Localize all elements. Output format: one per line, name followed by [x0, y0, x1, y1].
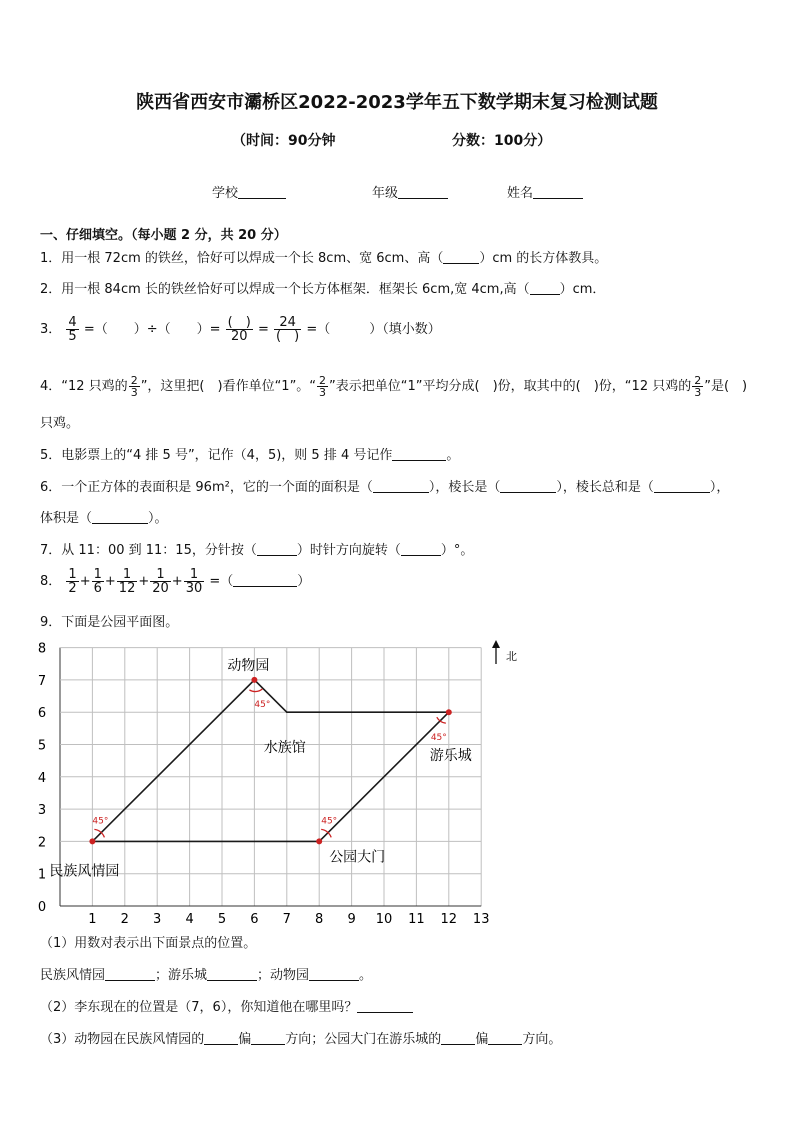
y-tick-label: 3 — [37, 803, 47, 819]
q6-blank-2[interactable] — [500, 480, 556, 493]
angle-label: 45° — [430, 733, 447, 744]
q7-blank-2[interactable] — [401, 543, 441, 556]
q3-fraction-2[interactable]: $\frac{( )}{20}$ — [227, 315, 251, 344]
grade-field[interactable] — [372, 182, 448, 201]
tick-labels — [38, 642, 490, 927]
x-tick-label: 10 — [375, 912, 393, 927]
time-label: （时间：90分钟 — [232, 133, 336, 149]
north-label: 北 — [506, 650, 517, 663]
y-tick-label: 7 — [37, 673, 47, 689]
x-tick-label: 5 — [217, 912, 227, 927]
subq-3-blank-3[interactable] — [441, 1032, 475, 1045]
q3-fraction-3[interactable]: $\frac{24}{( )}$ — [276, 315, 300, 344]
x-tick-label: 11 — [408, 912, 425, 927]
q6-blank-3[interactable] — [654, 480, 710, 493]
question-1: 1．用一根 72cm 的铁丝，恰好可以焊成一个长 8cm、宽 6cm、高（ ）cm 的长方体教具。 — [40, 251, 608, 266]
q2-blank[interactable] — [530, 282, 560, 295]
question-4: 4．“12 只鸡的 $\frac{2}{3}$ ”，这里把( )看作单位“1”。“ $\frac{2}{3}$ ”表示把单位“1”平均分成( )份，取其中的( )份，“12 只鸡的 $\frac{2}{3}$ ”是( ) — [40, 374, 748, 399]
angle-marks — [92, 689, 446, 838]
school-field[interactable] — [212, 182, 286, 201]
grade-label: 年级 — [372, 186, 399, 201]
x-tick-label: 4 — [185, 912, 194, 927]
location-label: 游乐城 — [429, 748, 472, 765]
blank-youle[interactable] — [207, 968, 257, 981]
x-tick-label: 9 — [347, 912, 356, 927]
location-label: 水族馆 — [263, 740, 306, 757]
location-dot — [316, 838, 322, 844]
y-tick-label: 4 — [37, 770, 47, 786]
north-arrow-head — [492, 640, 500, 648]
question-5: 5．电影票上的“4 排 5 号”，记作（4，5)，则 5 排 4 号记作 。 — [40, 448, 460, 463]
y-tick-label: 5 — [37, 738, 47, 754]
question-8: 8． $\frac{1}{2}$ + $\frac{1}{6}$ + $\frac{1}{12}$ + $\frac{1}{20}$ + $\frac{1}{30}$ =（ ） — [40, 567, 311, 596]
q8-blank[interactable] — [233, 574, 297, 587]
q1-blank[interactable] — [443, 251, 479, 264]
subq-3: （3）动物园在民族风情园的 偏 方向；公园大门在游乐城的 偏 方向。 — [40, 1032, 562, 1047]
y-tick-label: 8 — [37, 641, 47, 657]
x-tick-label: 8 — [315, 912, 324, 927]
question-6-cont: 体积是（ ）。 — [40, 511, 168, 526]
subq-3-blank-4[interactable] — [488, 1032, 522, 1045]
x-tick-label: 6 — [250, 912, 259, 927]
location-dot — [251, 677, 257, 683]
route-line — [92, 680, 448, 842]
question-4-cont: 只鸡。 — [40, 416, 80, 431]
location-label: 动物园 — [227, 657, 270, 674]
grade-blank[interactable] — [398, 186, 448, 199]
subq-2-blank[interactable] — [357, 1000, 413, 1013]
subq-1: （1）用数对表示出下面景点的位置。 — [40, 936, 257, 951]
subq-3-blank-2[interactable] — [251, 1032, 285, 1045]
blank-dongwu[interactable] — [309, 968, 359, 981]
question-6: 6．一个正方体的表面积是 96m²，它的一个面的面积是（ ），棱长是（ ），棱长总和是（ ）， — [40, 480, 730, 495]
school-label: 学校 — [212, 186, 239, 201]
subq-1-answers: 民族风情园 ；游乐城 ；动物园 。 — [40, 968, 373, 983]
y-tick-label: 0 — [37, 900, 47, 915]
question-9: 9．下面是公园平面图。 — [40, 615, 179, 630]
park-map-chart — [30, 636, 530, 928]
q4-fraction-c: $\frac{2}{3}$ — [694, 374, 702, 399]
question-3: 3． $\frac{4}{5}$ =（ ）÷（ ）= $\frac{( )}{20}$ = $\frac{24}{( )}$ =（ ）（填小数） — [40, 315, 441, 344]
x-tick-label: 1 — [88, 912, 97, 927]
angle-label: 45° — [321, 816, 338, 827]
x-tick-label: 13 — [472, 912, 490, 927]
angle-label: 45° — [254, 699, 271, 710]
angle-arc — [249, 689, 262, 692]
north-arrow — [492, 640, 517, 664]
school-blank[interactable] — [238, 186, 286, 199]
y-tick-label: 2 — [37, 835, 47, 851]
q3-fraction-1: $\frac{4}{5}$ — [68, 315, 77, 344]
question-2: 2．用一根 84cm 长的铁丝恰好可以焊成一个长方体框架．框架长 6cm,宽 4cm,高（ ）cm． — [40, 282, 606, 297]
q6-blank-1[interactable] — [373, 480, 429, 493]
grid — [60, 648, 481, 906]
subq-3-blank-1[interactable] — [204, 1032, 238, 1045]
name-blank[interactable] — [533, 186, 583, 199]
q4-fraction-a: $\frac{2}{3}$ — [130, 374, 138, 399]
x-tick-label: 2 — [120, 912, 129, 927]
q5-blank[interactable] — [392, 448, 446, 461]
location-dot — [89, 838, 95, 844]
blank-minzu[interactable] — [105, 968, 155, 981]
location-label: 公园大门 — [329, 849, 386, 866]
score-label: 分数：100分） — [452, 133, 552, 149]
q4-fraction-b: $\frac{2}{3}$ — [319, 374, 327, 399]
name-field[interactable] — [507, 182, 583, 201]
q7-blank-1[interactable] — [257, 543, 297, 556]
y-tick-label: 1 — [37, 867, 47, 883]
location-label: 民族风情园 — [49, 863, 120, 880]
location-dot — [446, 709, 452, 715]
subq-2: （2）李东现在的位置是（7，6），你知道他在哪里吗？ — [40, 1000, 413, 1016]
q6-blank-4[interactable] — [92, 511, 148, 524]
section-heading: 一、仔细填空。（每小题 2 分，共 20 分） — [40, 228, 287, 243]
y-tick-label: 6 — [37, 706, 47, 722]
route-path — [92, 680, 448, 842]
x-tick-label: 12 — [440, 912, 458, 927]
x-tick-label: 3 — [153, 912, 162, 927]
page-title: 陕西省西安市灞桥区2022-2023学年五下数学期末复习检测试题 — [136, 92, 658, 113]
x-tick-label: 7 — [282, 912, 291, 927]
name-label: 姓名 — [507, 186, 534, 201]
angle-label: 45° — [92, 816, 109, 827]
question-7: 7．从 11：00 到 11：15，分针按（ ）时针方向旋转（ ）°。 — [40, 543, 474, 558]
